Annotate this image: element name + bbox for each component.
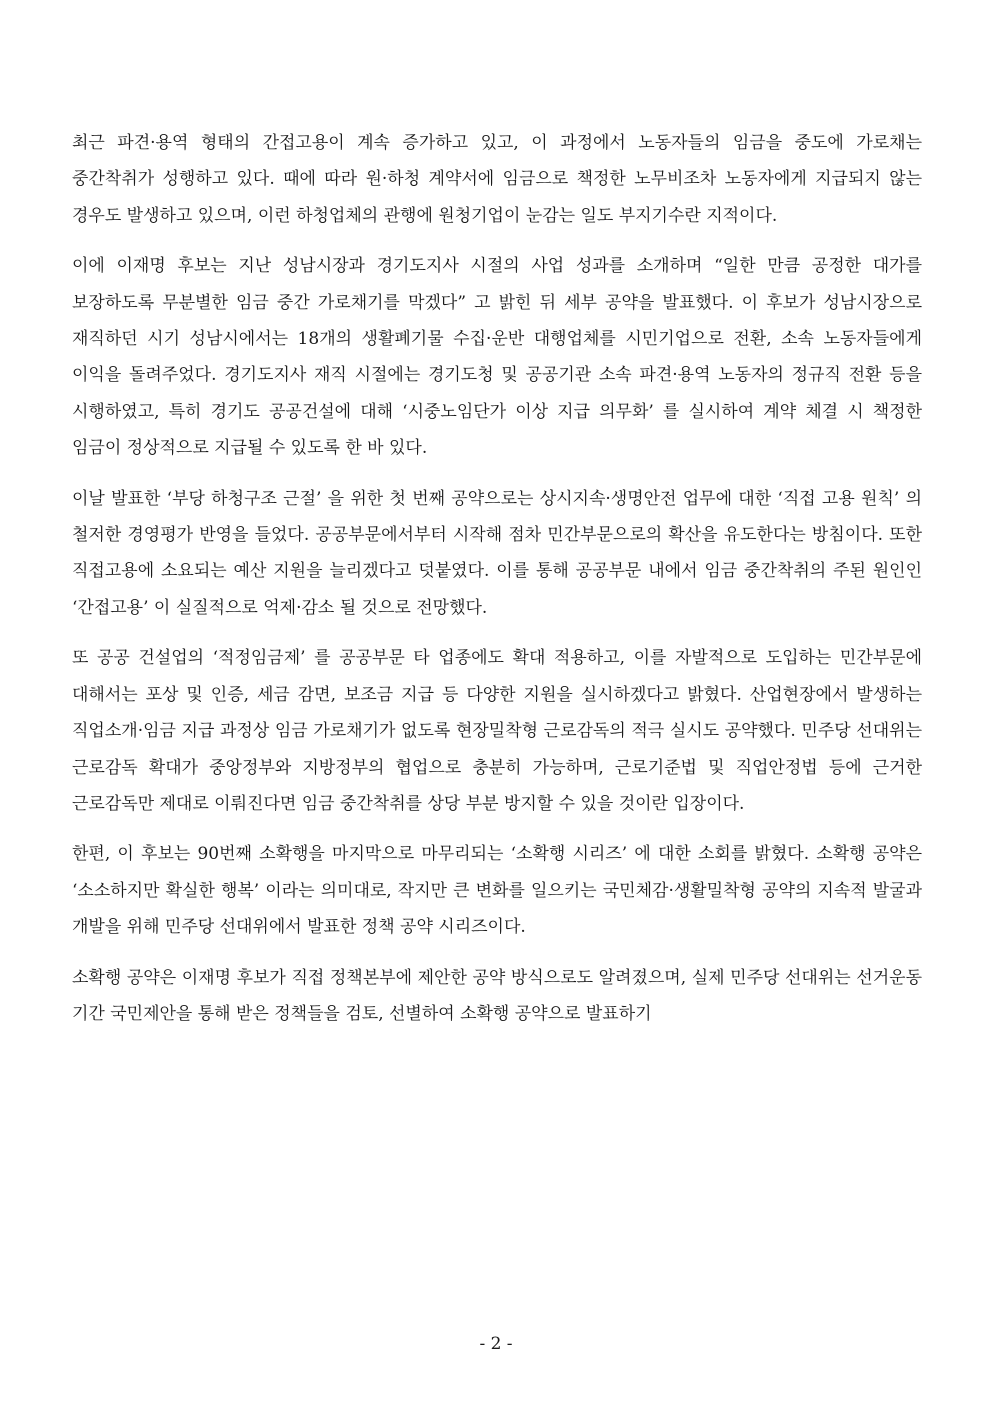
document-body bbox=[72, 125, 922, 1046]
paragraph-2: 이에 이재명 후보는 지난 성남시장과 경기도지사 시절의 사업 성과를 소개하며 “일한 만큼 공정한 대가를 보장하도록 무분별한 임금 중간 가로채기를 막겠다” 고 밝힌 뒤 세부 공약을 발표했다. 이 후보가 성남시장으로 재직하던 시기 성남시에서는 18개의 생활폐기물 수집·운반 대행업체를 시민기업으로 전환, 소속 노동자들에게 이익을 돌려주었다. 경기도지사 재직 시절에는 경기도청 및 공공기관 소속 파견·용역 노동자의 정규직 전환 등을 시행하였고, 특히 경기도 공공건설에 대해 ‘시중노임단가 이상 지급 의무화’ 를 실시하여 계약 체결 시 책정한 임금이 정상적으로 지급될 수 있도록 한 바 있다. bbox=[72, 256, 922, 459]
page-number: - 2 - bbox=[479, 1334, 513, 1354]
paragraph-1: 최근 파견·용역 형태의 간접고용이 계속 증가하고 있고, 이 과정에서 노동자들의 임금을 중도에 가로채는 중간착취가 성행하고 있다. 때에 따라 원·하청 계약서에 임금으로 책정한 노무비조차 노동자에게 지급되지 않는 경우도 발생하고 있으며, 이런 하청업체의 관행에 원청기업이 눈감는 일도 부지기수란 지적이다. bbox=[72, 133, 922, 226]
paragraph-3: 이날 발표한 ‘부당 하청구조 근절’ 을 위한 첫 번째 공약으로는 상시지속·생명안전 업무에 대한 ‘직접 고용 원칙’ 의 철저한 경영평가 반영을 들었다. 공공부문에서부터 시작해 점차 민간부문으로의 확산을 유도한다는 방침이다. 또한 직접고용에 소요되는 예산 지원을 늘리겠다고 덧붙였다. 이를 통해 공공부문 내에서 임금 중간착취의 주된 원인인 ‘간접고용’ 이 실질적으로 억제·감소 될 것으로 전망했다. bbox=[72, 488, 922, 618]
paragraph-4: 또 공공 건설업의 ‘적정임금제’ 를 공공부문 타 업종에도 확대 적용하고, 이를 자발적으로 도입하는 민간부문에 대해서는 포상 및 인증, 세금 감면, 보조금 지급 등 다양한 지원을 실시하겠다고 밝혔다. 산업현장에서 발생하는 직업소개·임금 지급 과정상 임금 가로채기가 없도록 현장밀착형 근로감독의 적극 실시도 공약했다. 민주당 선대위는 근로감독 확대가 중앙정부와 지방정부의 협업으로 충분히 가능하며, 근로기준법 및 직업안정법 등에 근거한 근로감독만 제대로 이뤄진다면 임금 중간착취를 상당 부분 방지할 수 있을 것이란 입장이다. bbox=[72, 648, 922, 814]
paragraph-6: 소확행 공약은 이재명 후보가 직접 정책본부에 제안한 공약 방식으로도 알려졌으며, 실제 민주당 선대위는 선거운동 기간 국민제안을 통해 받은 정책들을 검토, 선별하여 소확행 공약으로 발표하기 bbox=[72, 967, 922, 1024]
paragraph-5: 한편, 이 후보는 90번째 소확행을 마지막으로 마무리되는 ‘소확행 시리즈’ 에 대한 소회를 밝혔다. 소확행 공약은 ‘소소하지만 확실한 행복’ 이라는 의미대로, 작지만 큰 변화를 일으키는 국민체감·생활밀착형 공약의 지속적 발굴과 개발을 위해 민주당 선대위에서 발표한 정책 공약 시리즈이다. bbox=[72, 844, 922, 938]
